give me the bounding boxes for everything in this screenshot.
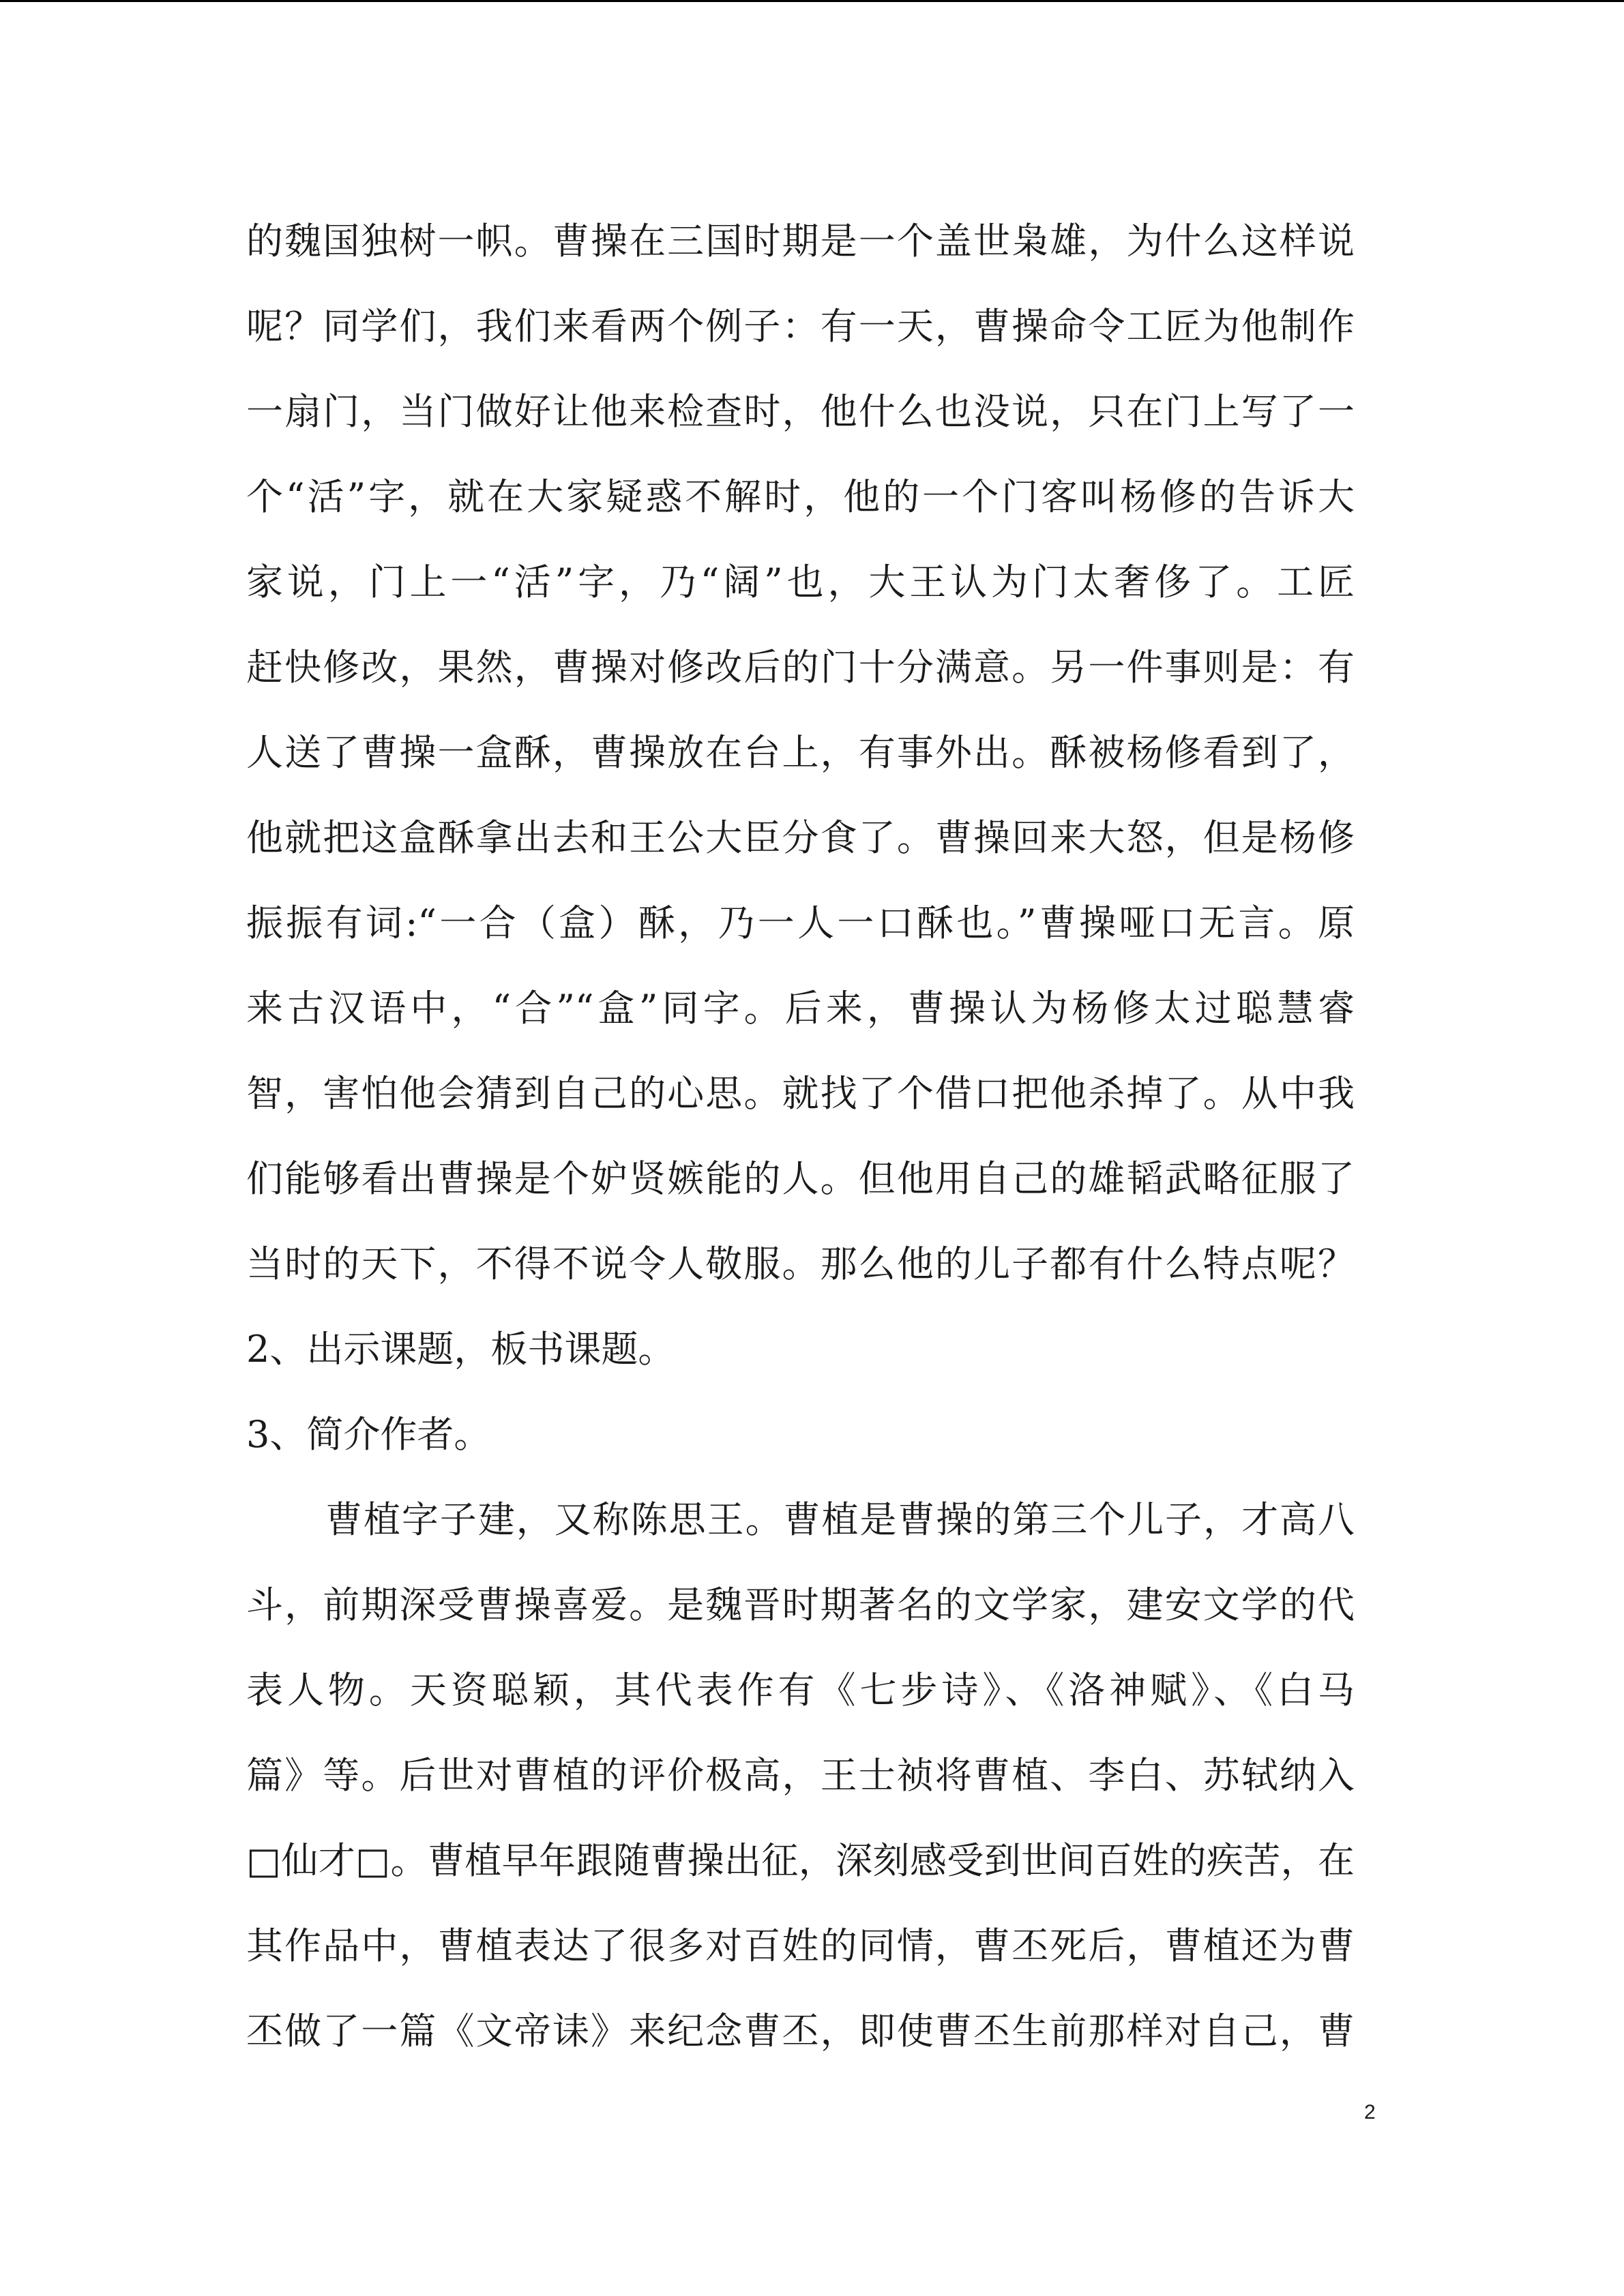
paragraph-line: 表人物。天资聪颖，其代表作有《七步诗》、《洛神赋》、《白马: [246, 1669, 1355, 1712]
paragraph-line: 的魏国独树一帜。曹操在三国时期是一个盖世枭雄，为什么这样说: [246, 220, 1355, 263]
paragraph-line: 篇》等。后世对曹植的评价极高，王士祯将曹植、李白、苏轼纳入: [246, 1754, 1355, 1797]
paragraph-line: 其作品中，曹植表达了很多对百姓的同情，曹丕死后，曹植还为曹: [246, 1924, 1355, 1967]
paragraph-line: 他就把这盒酥拿出去和王公大臣分食了。曹操回来大怒，但是杨修: [246, 816, 1355, 859]
section-heading-3: 3、简介作者。: [246, 1413, 491, 1456]
body-text: [246, 198, 1355, 2074]
paragraph-line: 一扇门，当门做好让他来检查时，他什么也没说，只在门上写了一: [246, 390, 1355, 433]
paragraph-line: 曹植字子建，又称陈思王。曹植是曹操的第三个儿子，才高八: [325, 1498, 1355, 1541]
paragraph-line: 斗，前期深受曹操喜爱。是魏晋时期著名的文学家，建安文学的代: [246, 1583, 1355, 1626]
paragraph-line: 个“活”字，就在大家疑惑不解时，他的一个门客叫杨修的告诉大: [246, 475, 1355, 518]
paragraph-line: 当时的天下，不得不说令人敬服。那么他的儿子都有什么特点呢？: [246, 1242, 1355, 1285]
paragraph-line: □仙才□。曹植早年跟随曹操出征，深刻感受到世间百姓的疾苦，在: [246, 1839, 1355, 1882]
paragraph-line: 来古汉语中，“合”“盒”同字。后来，曹操认为杨修太过聪慧睿: [246, 987, 1355, 1030]
section-heading-2: 2、出示课题，板书课题。: [246, 1328, 675, 1371]
paragraph-line: 们能够看出曹操是个妒贤嫉能的人。但他用自己的雄韬武略征服了: [246, 1157, 1355, 1200]
paragraph-line: 智，害怕他会猜到自己的心思。就找了个借口把他杀掉了。从中我: [246, 1072, 1355, 1115]
paragraph-line: 赶快修改，果然，曹操对修改后的门十分满意。另一件事则是：有: [246, 646, 1355, 689]
paragraph-line: 人送了曹操一盒酥，曹操放在台上，有事外出。酥被杨修看到了，: [246, 731, 1355, 774]
paragraph-line: 呢？同学们，我们来看两个例子：有一天，曹操命令工匠为他制作: [246, 305, 1355, 348]
paragraph-line: 振振有词:“一合（盒）酥，乃一人一口酥也。”曹操哑口无言。原: [246, 901, 1355, 944]
paragraph-line: 家说，门上一“活”字，乃“阔”也，大王认为门太奢侈了。工匠: [246, 561, 1355, 603]
page-number: 2: [1364, 2101, 1376, 2123]
paragraph-line: 丕做了一篇《文帝诔》来纪念曹丕，即使曹丕生前那样对自己，曹: [246, 2010, 1355, 2053]
